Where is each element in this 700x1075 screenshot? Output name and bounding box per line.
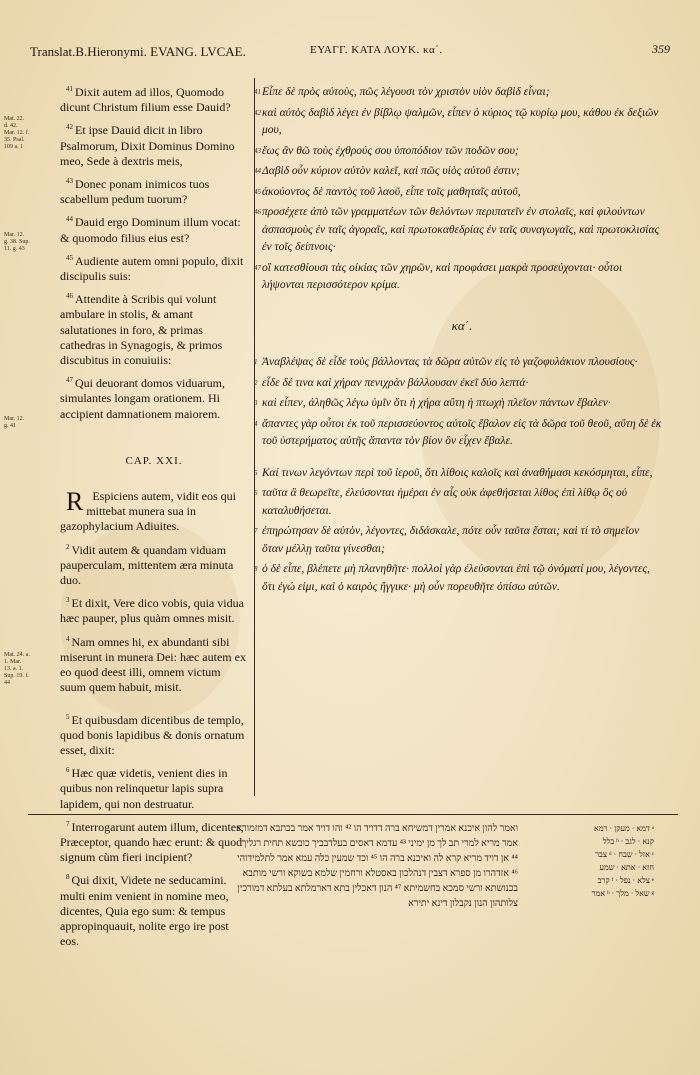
- verse: [254, 375, 662, 393]
- verse-text: Qui deuorant domos viduarum, simulantes longam orationem. Hi accipient damnationem maiorem.: [60, 376, 225, 421]
- verse-number: 42: [254, 108, 261, 117]
- verse: [254, 485, 662, 520]
- greek-column: [254, 84, 662, 599]
- verse-text: Dauid ergo Dominum illum vocat: & quomodo filius eius est?: [60, 215, 241, 245]
- verse-text: Espiciens autem, vidit eos qui mittebat munera sua in gazophylacium Adiuites.: [60, 489, 236, 534]
- verse-text: ἕως ἂν θῶ τοὺς ἐχθρούς σου ὑποπόδιον τῶν ποδῶν σου;: [262, 144, 519, 157]
- hebrew-line: ⁴⁴ אן דויד מריא קרא לה ואיכנא ברה הו ⁴⁵ וכד שמעין כלה עמא אמר לתלמידוהי: [237, 854, 518, 864]
- verse: [254, 143, 662, 161]
- verse-number: 4: [66, 634, 70, 643]
- hebrew-note: ᵉ צלא · נפל · ᶠ קרב: [597, 876, 654, 885]
- verse: [60, 632, 248, 696]
- verse-text: ἀκούοντος δὲ παντὸς τοῦ λαοῦ, εἶπε τοῖς μαθηταῖς αὐτοῦ,: [262, 185, 521, 198]
- verse-text: Qui dixit, Videte ne seducamini. multi enim venient in nomine meo, dicentes, Quia ego sum: & tempus appropinquauit, nolite ergo ire post eos.: [60, 873, 229, 949]
- verse-number: 5: [254, 468, 258, 477]
- verse: [60, 710, 248, 759]
- verse-number: 6: [66, 766, 70, 775]
- verse-number: 41: [66, 85, 73, 93]
- verse-text: Et quibusdam dicentibus de templo, quod bonis lapidibus & donis ornatum esset, dixit:: [60, 712, 245, 757]
- hebrew-text-block: [8, 819, 518, 912]
- verse-text: Δαβὶδ οὖν κύριον αὐτὸν καλεῖ, καὶ πῶς υἱὸς αὐτοῦ ἐστιν;: [262, 165, 520, 177]
- verse: [60, 212, 248, 245]
- verse: [254, 561, 662, 596]
- verse: [60, 120, 248, 169]
- verse: [60, 373, 248, 422]
- verse-number: 3: [66, 596, 70, 605]
- verse: [254, 184, 662, 202]
- verse: [60, 289, 248, 368]
- verse-number: 47: [66, 376, 73, 385]
- verse: [60, 251, 248, 284]
- verse-text: Nam omnes hi, ex abundanti sibi miserunt in munera Dei: hæc autem ex eo quod deest illi, omnem victum suum quem habuit, misit.: [60, 634, 246, 695]
- verse-number: 1: [254, 358, 258, 366]
- verse-text: εἶδε δέ τινα καὶ χήραν πενιχρὰν βάλλουσαν ἐκεῖ δύο λεπτά·: [262, 376, 529, 389]
- verse: [254, 163, 662, 181]
- verse-number: 6: [254, 489, 258, 497]
- verse-text: Hæc quæ videtis, venient dies in quibus non relinquetur lapis supra lapidem, qui non destruatur.: [60, 766, 228, 811]
- verse: [60, 763, 248, 812]
- verse: [254, 354, 662, 372]
- verse: [254, 395, 662, 413]
- chapter-heading: CAP. XXI.: [125, 454, 183, 467]
- verse: [254, 204, 662, 257]
- chapter-heading: κα΄.: [451, 317, 473, 333]
- verse-text: Vidit autem & quandam viduam pauperculam, mittentem æra minuta duo.: [60, 542, 234, 588]
- verse-text: Dixit autem ad illos, Quomodo dicunt Christum filium esse Dauid?: [60, 85, 231, 115]
- running-head-greek: ΕΥΑΓΓ. ΚΑΤΑ ΛΟΥΚ. κα΄.: [310, 44, 443, 56]
- verse-text: ὁ δὲ εἶπε, βλέπετε μὴ πλανηθῆτε· πολλοὶ γὰρ ἐλεύσονται ἐπὶ τῷ ὀνόματί μου, λέγοντες, ὅτι ἐγώ εἰμι, καὶ ὁ καιρὸς ἤγγικε· μὴ οὖν πορευθῆτε ὀπίσω αὐτῶν.: [262, 563, 650, 593]
- hebrew-line: ואמר להון איכנא אמרין דמשיחא ברה דדויד הו ⁴² והו דויד אמר בכתבא דמזמורא: [236, 824, 518, 834]
- verse-text: Καί τινων λεγόντων περὶ τοῦ ἱεροῦ, ὅτι λίθοις καλοῖς καὶ ἀναθήμασι κεκόσμηται, εἶπε,: [262, 466, 653, 479]
- verse-text: Et ipse Dauid dicit in libro Psalmorum, Dixit Dominus Domino meo, Sede à dextris meis,: [60, 123, 235, 168]
- verse-number: 8: [66, 873, 70, 882]
- verse-number: 8: [254, 565, 258, 573]
- verse-text: ἅπαντες γὰρ οὗτοι ἐκ τοῦ περισσεύοντος αὐτοῖς ἔβαλον εἰς τὰ δῶρα τοῦ θεοῦ, αὕτη δὲ ἐκ τοῦ ὑστερήματος αὐτῆς ἅπαντα τὸν βίον ὃν εἶχεν ἔβαλε.: [262, 417, 662, 447]
- drop-capital: R: [66, 487, 84, 517]
- verse: [60, 489, 248, 535]
- verse-number: 42: [66, 123, 73, 132]
- verse-text: Interrogarunt autem illum, dicentes, Præceptor, quando hæc erunt: & quod signum cùm fieri incipient?: [60, 819, 244, 865]
- verse-text: Audiente autem omni populo, dixit discipulis suis:: [60, 253, 244, 284]
- hebrew-line: צלותהון הנון נקבלון דינא יתירא: [408, 899, 518, 909]
- verse: [254, 260, 662, 295]
- verse-number: 44: [254, 167, 261, 175]
- verse: [60, 593, 248, 626]
- margin-reference: Mat. 24. a. 1. Mar. 13. a. 1. Sup. 19. f. 44: [4, 652, 30, 686]
- verse: [254, 523, 662, 558]
- verse-number: 45: [66, 253, 73, 262]
- verse: [60, 82, 248, 115]
- margin-reference: Mat. 22. d. 42. Mar. 12. f. 35. Psal. 109 a. 1: [4, 116, 30, 150]
- verse-number: 46: [66, 292, 73, 301]
- verse-number: 47: [254, 263, 261, 272]
- verse-number: 46: [254, 208, 261, 216]
- verse-number: 41: [254, 88, 261, 96]
- hebrew-line: אמר מריא למרי תב לך מן ימיני ⁴³ עדמא דאסים בעלדבביך כובשא תחית רגליך: [241, 839, 518, 849]
- hebrew-line: בכנושתא ורשי סמכא בחשמיתא ⁴⁷ הנון דאכלין בתא דארמלתא בעלתא דמורכין: [237, 884, 518, 894]
- verse-number: 45: [254, 187, 261, 196]
- verse: [60, 540, 248, 589]
- verse-number: 43: [66, 177, 73, 186]
- running-head-latin: Translat.B.Hieronymi. EVANG. LVCAE.: [30, 44, 246, 59]
- verse-text: ταῦτα ἃ θεωρεῖτε, ἐλεύσονται ἡμέραι ἐν αἷς οὐκ ἀφεθήσεται λίθος ἐπὶ λίθῳ ὃς οὐ καταλυθήσεται.: [262, 487, 628, 517]
- verse-number: 7: [66, 819, 70, 828]
- margin-reference: Mar. 12. g. 38. Sup. 11. g. 43: [4, 232, 30, 252]
- margin-reference: Mar. 12. g. 41: [4, 416, 25, 429]
- verse-number: 2: [66, 542, 70, 551]
- verse-number: 7: [254, 527, 258, 535]
- verse-text: καὶ εἶπεν, ἀληθῶς λέγω ὑμῖν ὅτι ἡ χήρα αὕτη ἡ πτωχὴ πλεῖον πάντων ἔβαλεν·: [262, 397, 611, 409]
- verse-text: προσέχετε ἀπὸ τῶν γραμματέων τῶν θελόντων περιπατεῖν ἐν στολαῖς, καὶ φιλούντων ἀσπασμοὺς ἐν ταῖς ἀγοραῖς, καὶ πρωτοκαθεδρίας ἐν ταῖς συναγωγαῖς, καὶ πρωτοκλισίας ἐν τοῖς δείπνοις·: [262, 206, 660, 253]
- verse-text: καὶ αὐτὸς δαβὶδ λέγει ἐν βίβλῳ ψαλμῶν, εἶπεν ὁ κύριος τῷ κυρίῳ μου, κάθου ἐκ δεξιῶν μου,: [262, 106, 659, 136]
- hebrew-margin-notes: [536, 822, 654, 900]
- verse-number: 43: [254, 146, 261, 155]
- hebrew-note: ᶜ אזל · שבח · ᵈ צבר: [595, 850, 654, 859]
- verse-number: 2: [254, 378, 258, 387]
- hebrew-note: חזא · אתא · שמע: [599, 863, 654, 872]
- hebrew-note: ᵃ דמא · מעקן · רמא: [594, 824, 654, 833]
- verse: [60, 174, 248, 207]
- verse-text: Et dixit, Vere dico vobis, quia vidua hæc pauper, plus quàm omnes misit.: [60, 596, 244, 626]
- verse-text: Donec ponam inimicos tuos scabellum pedum tuorum?: [60, 177, 210, 207]
- verse-number: 44: [66, 215, 73, 224]
- verse-text: οἳ κατεσθίουσι τὰς οἰκίας τῶν χηρῶν, καὶ προφάσει μακρὰ προσεύχονται· οὗτοι λήψονται περισσότερον κρίμα.: [262, 261, 623, 291]
- verse-number: 5: [66, 712, 70, 721]
- hebrew-line: ⁴⁶ אזדהרו מן ספרא דצבין דנהלכון באסטלא ורחמין שלמא בשוקא ורשי מותבא: [242, 869, 518, 879]
- verse-number: 3: [254, 399, 258, 407]
- page-number: 359: [652, 42, 670, 56]
- verse: [254, 84, 662, 102]
- verse-text: Ἀναβλέψας δὲ εἶδε τοὺς βάλλοντας τὰ δῶρα αὐτῶν εἰς τὸ γαζοφυλάκιον πλουσίους·: [262, 356, 638, 368]
- verse-number: 4: [254, 419, 258, 428]
- verse-text: Εἶπε δὲ πρὸς αὐτοὺς, πῶς λέγουσι τὸν χριστὸν υἱὸν δαβὶδ εἶναι;: [262, 86, 550, 98]
- verse-text: ἐπηρώτησαν δὲ αὐτὸν, λέγοντες, διδάσκαλε, πότε οὖν ταῦτα ἔσται; καὶ τί τὸ σημεῖον ὅταν μέλλῃ ταῦτα γίνεσθαι;: [262, 525, 640, 555]
- hebrew-note: קנא · לגב · ᵇ בלל: [602, 837, 654, 846]
- verse: [254, 416, 662, 451]
- verse-text: Attendite à Scribis qui volunt ambulare in stolis, & amant salutationes in foro, & primas cathedras in Synagogis, & primos discubitus in conuiuiis:: [60, 292, 223, 368]
- verse: [254, 105, 662, 140]
- hebrew-note: ᵍ שאל · מלך · ʰ אמר: [591, 889, 654, 898]
- verse: [254, 465, 662, 483]
